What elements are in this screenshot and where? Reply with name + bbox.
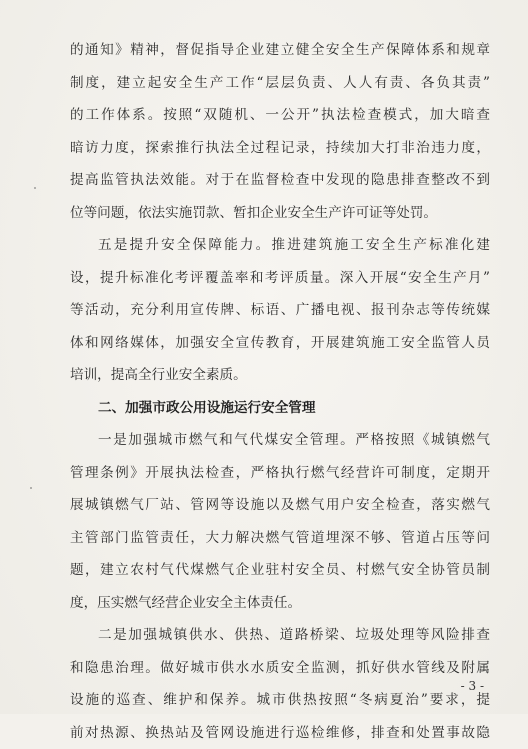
text-line: 等活动，充分利用宣传牌、标语、广播电视、报刊杂志等传统媒 xyxy=(70,294,490,327)
text-line: 一是加强城市燃气和气代煤安全管理。严格按照《城镇燃气 xyxy=(70,424,490,457)
text-line: 体和网络媒体，加强安全宣传教育，开展建筑施工安全监管人员 xyxy=(70,327,490,360)
text-line: 和隐患治理。做好城市供水水质安全监测，抓好供水管线及附属 xyxy=(70,652,490,685)
text-line: 提高监管执法效能。对于在监督检查中发现的隐患排查整改不到 xyxy=(70,164,490,197)
scan-speck xyxy=(34,187,36,189)
text-line: 主管部门监管责任，大力解决燃气管道埋深不够、管道占压等问 xyxy=(70,522,490,555)
section-heading: 二、加强市政公用设施运行安全管理 xyxy=(70,392,490,425)
text-line: 展城镇燃气厂站、管网等设施以及燃气用户安全检查，落实燃气 xyxy=(70,489,490,522)
text-line: 度，压实燃气经营企业安全主体责任。 xyxy=(70,587,490,620)
text-line: 暗访力度，探索推行执法全过程记录，持续加大打非治违力度， xyxy=(70,132,490,165)
text-line: 前对热源、换热站及管网设施进行巡检维修，排查和处置事故隐 xyxy=(70,717,490,749)
text-line: 设，提升标准化考评覆盖率和考评质量。深入开展“安全生产月” xyxy=(70,262,490,295)
text-line: 二是加强城镇供水、供热、道路桥梁、垃圾处理等风险排查 xyxy=(70,619,490,652)
text-line: 位等问题，依法实施罚款、暂扣企业安全生产许可证等处罚。 xyxy=(70,197,490,230)
text-line: 五是提升安全保障能力。推进建筑施工安全生产标准化建 xyxy=(70,229,490,262)
body-text xyxy=(70,34,490,749)
text-line: 题，建立农村气代煤燃气企业驻村安全员、村燃气安全协管员制 xyxy=(70,554,490,587)
page-number: - 3 - xyxy=(461,679,484,693)
text-line: 设施的巡查、维护和保养。城市供热按照“冬病夏治”要求，提 xyxy=(70,684,490,717)
text-line: 培训，提高全行业安全素质。 xyxy=(70,359,490,392)
text-line: 的通知》精神，督促指导企业建立健全安全生产保障体系和规章 xyxy=(70,34,490,67)
text-line: 的工作体系。按照“双随机、一公开”执法检查模式，加大暗查 xyxy=(70,99,490,132)
text-line: 管理条例》开展执法检查，严格执行燃气经营许可制度，定期开 xyxy=(70,457,490,490)
scan-speck xyxy=(30,487,32,489)
text-line: 制度，建立起安全生产工作“层层负责、人人有责、各负其责” xyxy=(70,67,490,100)
